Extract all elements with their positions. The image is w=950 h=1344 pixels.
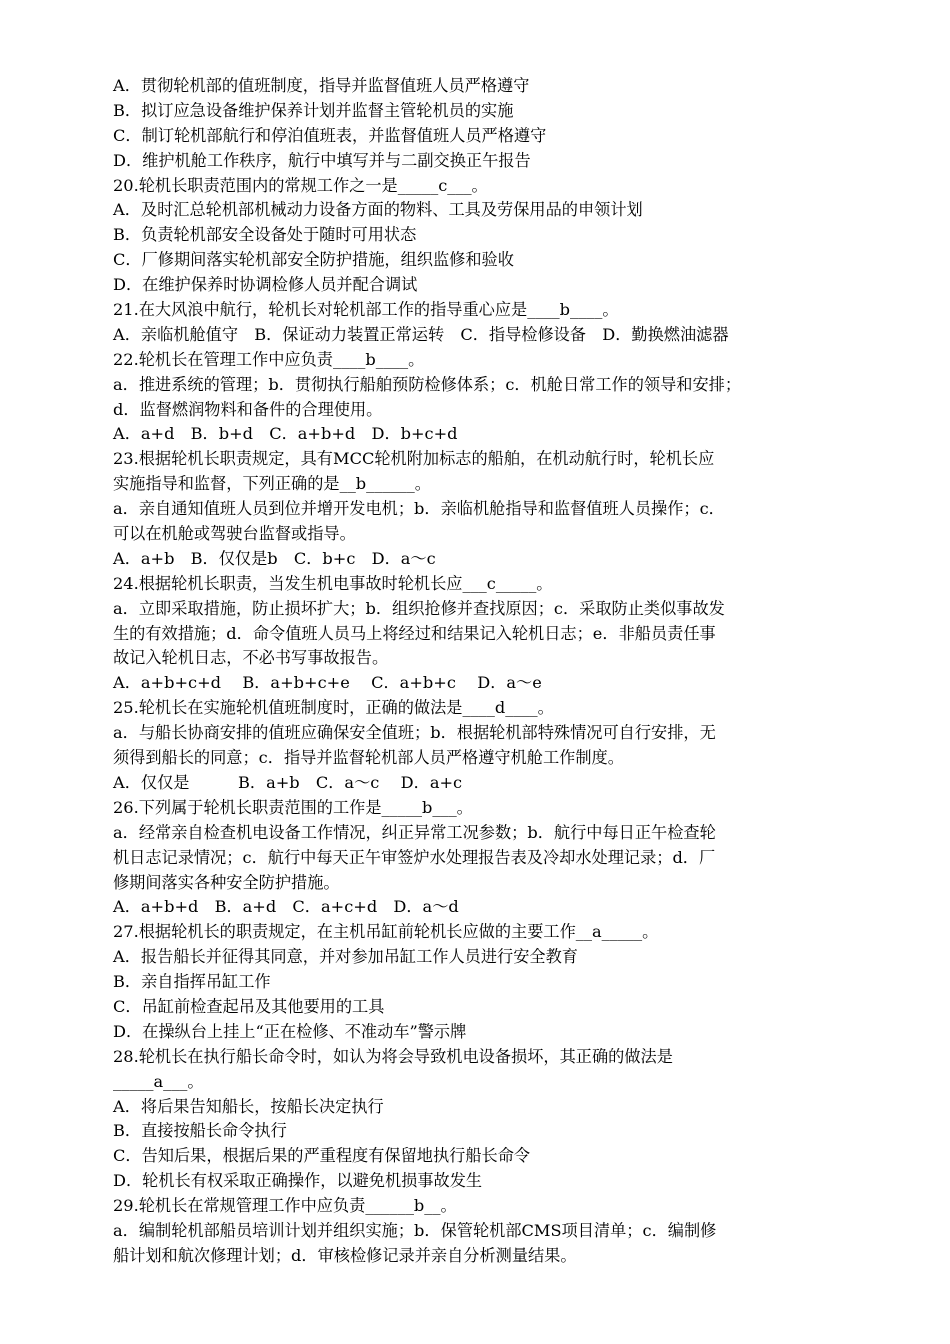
option-line: D．维护机舱工作秩序，航行中填写并与二副交换正午报告 [113,150,531,170]
option-line: A．亲临机舱值守 B．保证动力装置正常运转 C．指导检修设备 D．勤换燃油滤器 [113,324,729,344]
option-line: D．轮机长有权采取正确操作，以避免机损事故发生 [113,1171,483,1191]
statement-line: 修期间落实各种安全防护措施。 [113,872,340,892]
option-line: D．在维护保养时协调检修人员并配合调试 [113,275,418,295]
option-line: B．负责轮机部安全设备处于随时可用状态 [113,225,417,245]
option-line: B．直接按船长命令执行 [113,1121,287,1141]
question-23: 23.根据轮机长职责规定，具有MCC轮机附加标志的船舶，在机动航行时，轮机长应 [113,449,715,469]
option-line: A．将后果告知船长，按船长决定执行 [113,1096,384,1116]
document-body [113,74,843,1269]
question-26: 26.下列属于轮机长职责范围的工作是_____b___。 [113,797,473,817]
statement-line: a．推进系统的管理；b．贯彻执行船舶预防检修体系；c．机舱日常工作的领导和安排； [113,374,742,394]
question-22: 22.轮机长在管理工作中应负责____b____。 [113,349,425,369]
question-28-cont: _____a___。 [113,1071,204,1091]
statement-line: a．立即采取措施，防止损坏扩大；b．组织抢修并查找原因；c．采取防止类似事故发 [113,598,725,618]
question-28: 28.轮机长在执行船长命令时，如认为将会导致机电设备损坏，其正确的做法是 [113,1046,673,1066]
option-line: A．贯彻轮机部的值班制度，指导并监督值班人员严格遵守 [113,76,530,95]
option-line: C．告知后果，根据后果的严重程度有保留地执行船长命令 [113,1146,531,1166]
option-line: A．a+b B．仅仅是b C．b+c D．a～c [113,548,436,568]
option-line: B．亲自指挥吊缸工作 [113,972,271,992]
statement-line: a．经常亲自检查机电设备工作情况，纠正异常工况参数；b．航行中每日正午检查轮 [113,822,716,842]
question-20: 20.轮机长职责范围内的常规工作之一是_____c___。 [113,175,488,195]
option-line: A．仅仅是 B．a+b C．a～c D．a+c [113,772,463,792]
statement-line: 船计划和航次修理计划；d．审核检修记录并亲自分析测量结果。 [113,1245,577,1265]
question-23-cont: 实施指导和监督，下列正确的是__b______。 [113,474,431,494]
statement-line: a．与船长协商安排的值班应确保安全值班；b．根据轮机部特殊情况可自行安排，无 [113,723,716,743]
option-line: C．制订轮机部航行和停泊值班表，并监督值班人员严格遵守 [113,125,547,145]
statement-line: 须得到船长的同意；c．指导并监督轮机部人员严格遵守机舱工作制度。 [113,748,624,768]
statement-line: 机日志记录情况；c．航行中每天正午审签炉水处理报告表及冷却水处理记录；d．厂 [113,847,716,867]
question-27: 27.根据轮机长的职责规定，在主机吊缸前轮机长应做的主要工作__a_____。 [113,922,659,942]
statement-line: 可以在机舱或驾驶台监督或指导。 [113,524,356,544]
statement-line: a．编制轮机部船员培训计划并组织实施；b．保管轮机部CMS项目清单；c．编制修 [113,1220,717,1240]
option-line: C．厂修期间落实轮机部安全防护措施，组织监修和验收 [113,250,514,270]
statement-line: 故记入轮机日志，不必书写事故报告。 [113,648,389,668]
option-line: A．及时汇总轮机部机械动力设备方面的物料、工具及劳保用品的申领计划 [113,200,643,220]
statement-line: 生的有效措施；d．命令值班人员马上将经过和结果记入轮机日志；e．非船员责任事 [113,623,716,643]
option-line: D．在操纵台上挂上“正在检修、不准动车”警示牌 [113,1021,467,1041]
option-line: A．a+b+d B．a+d C．a+c+d D．a～d [113,897,459,917]
option-line: A．报告船长并征得其同意，并对参加吊缸工作人员进行安全教育 [113,947,578,967]
question-24: 24.根据轮机长职责，当发生机电事故时轮机长应___c_____。 [113,573,553,593]
question-25: 25.轮机长在实施轮机值班制度时，正确的做法是____d____。 [113,698,554,718]
option-line: A．a+d B．b+d C．a+b+d D．b+c+d [113,424,458,444]
question-29: 29.轮机长在常规管理工作中应负责______b__。 [113,1196,457,1216]
option-line: A．a+b+c+d B．a+b+c+e C．a+b+c D．a～e [113,673,542,693]
statement-line: d．监督燃润物料和备件的合理使用。 [113,399,383,419]
option-line: C．吊缸前检查起吊及其他要用的工具 [113,996,385,1016]
question-21: 21.在大风浪中航行，轮机长对轮机部工作的指导重心应是____b____。 [113,300,619,320]
option-line: B．拟订应急设备维护保养计划并监督主管轮机员的实施 [113,100,514,120]
statement-line: a．亲自通知值班人员到位并增开发电机；b．亲临机舱指导和监督值班人员操作；c． [113,499,725,519]
